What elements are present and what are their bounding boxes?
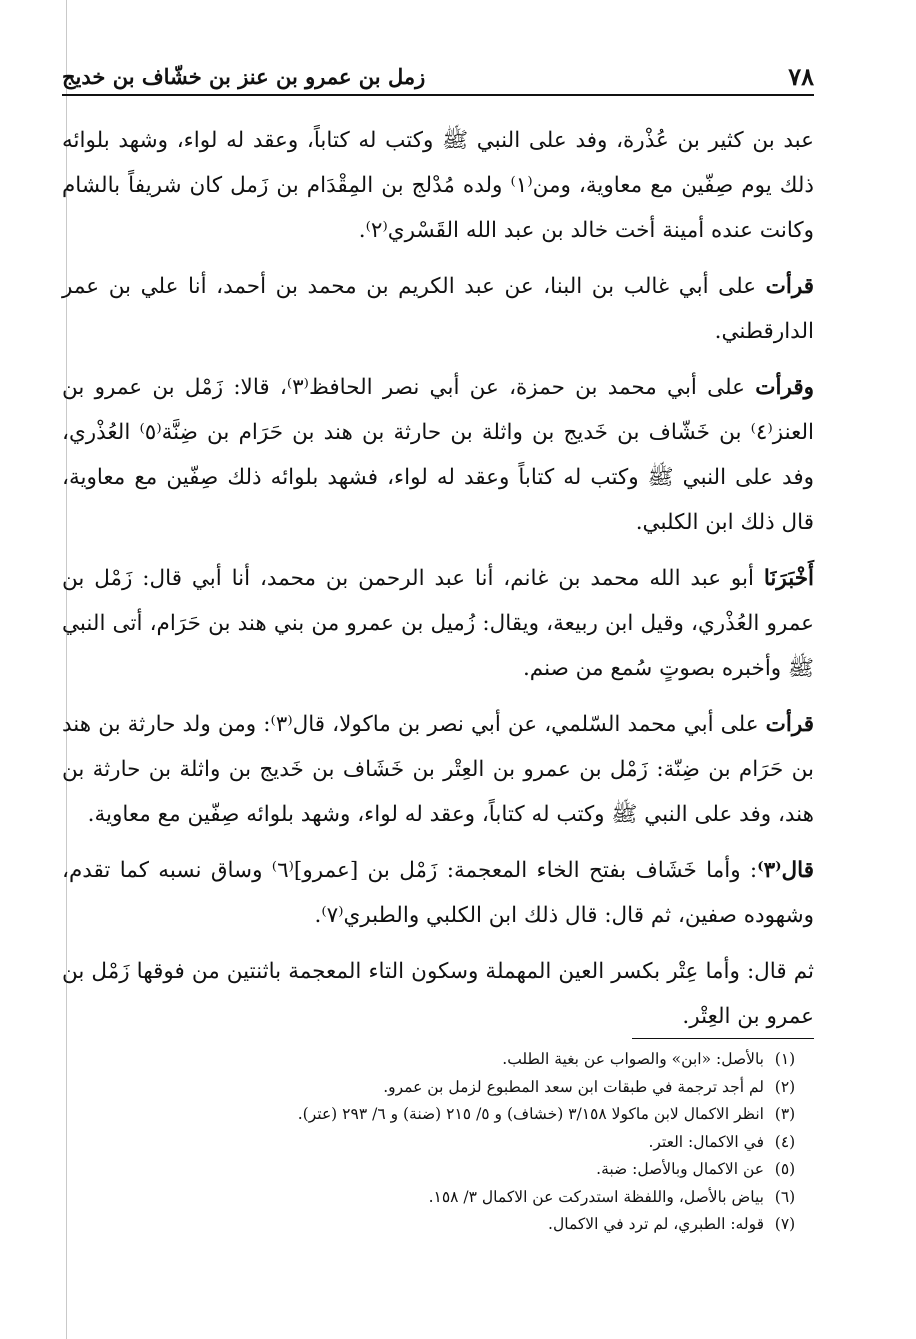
footnote-6 [62, 1184, 806, 1212]
paragraph-text: على أبي غالب بن البنا، عن عبد الكريم بن محمد بن أحمد، أنا علي بن عمر الدارقطني. [62, 274, 814, 344]
paragraph-6 [62, 848, 814, 938]
paragraph-text: أبو عبد الله محمد بن غانم، أنا عبد الرحمن بن محمد، أنا أبي قال: زَمْل بن عمرو العُذْري، وقيل ابن ربيعة، ويقال: زُميل بن عمرو من بني هند بن حَرَام، أتى النبي ﷺ وأخبره بصوتٍ سُمع من صنم. [62, 566, 814, 681]
paragraph-text: ثم قال: وأما عِتْر بكسر العين المهملة وسكون التاء المعجمة باثنتين من فوقها زَمْل بن عمرو بن العِتْر. [62, 959, 814, 1029]
footnote-text: في الاكمال: العتر. [648, 1132, 764, 1151]
footnote-number: (٤) [774, 1132, 796, 1151]
paragraph-7 [62, 949, 814, 1039]
footnote-text: بياض بالأصل، واللفظة استدركت عن الاكمال ٣/ ١٥٨. [428, 1187, 764, 1206]
footnote-number: (١) [774, 1050, 796, 1068]
footnote-text: عن الاكمال وبالأصل: ضبة. [596, 1160, 764, 1178]
paragraph-3 [62, 365, 814, 545]
footnote-text: بالأصل: «ابن» والصواب عن بغية الطلب. [502, 1050, 764, 1068]
footnote-3 [62, 1101, 806, 1129]
paragraph-text: على أبي محمد بن حمزة، عن أبي نصر الحافظ⁽٣⁾، قالا: زَمْل بن عمرو بن العنز⁽٤⁾ بن خَشّاف بن خَديج بن واثلة بن حارثة بن هند بن حَرَام بن ضِنَّة⁽٥⁾ العُذْري، وفد على النبي ﷺ وكتب له كتاباً وعقد له لواء، فشهد بلوائه ذلك صِفّين مع معاوية، قال ذلك ابن الكلبي. [62, 375, 814, 535]
footnote-5 [62, 1156, 806, 1184]
page-number: ٧٨ [788, 62, 814, 91]
paragraph-5 [62, 702, 814, 837]
paragraph-text: عبد بن كثير بن عُذْرة، وفد على النبي ﷺ وكتب له كتاباً، وعقد له لواء، وشهد بلوائه ذلك يوم صِفّين مع معاوية، ومن⁽١⁾ ولده مُدْلج بن المِقْدَام بن زَمل كان شريفاً بالشام وكانت عنده أمينة أخت خالد بن عبد الله القَسْري⁽٢⁾. [62, 128, 814, 243]
paragraph-lead: أَخْبَرَنَا [763, 566, 814, 591]
paragraph-lead: وقرأت [755, 375, 814, 400]
running-title: زمل بن عمرو بن عنز بن خشّاف بن خديج [62, 64, 426, 89]
footnotes [62, 1046, 806, 1239]
footnote-7 [62, 1211, 806, 1239]
main-text [62, 118, 814, 1050]
paragraph-text: : وأما خَشَاف بفتح الخاء المعجمة: زَمْل بن [عمرو]⁽٦⁾ وساق نسبه كما تقدم، وشهوده صفين، ثم قال: قال ذلك ابن الكلبي والطبري⁽٧⁾. [62, 858, 814, 928]
footnote-number: (٧) [774, 1215, 796, 1233]
paragraph-1 [62, 118, 814, 253]
footnote-2 [62, 1074, 806, 1102]
paragraph-lead: قال⁽٣⁾ [757, 858, 815, 883]
footnote-separator [632, 1038, 814, 1039]
footnote-4 [62, 1129, 806, 1157]
footnote-number: (٦) [774, 1187, 796, 1206]
paragraph-lead: قرأت [765, 274, 814, 299]
footnote-1 [62, 1046, 806, 1074]
footnote-number: (٢) [774, 1077, 796, 1096]
paragraph-4 [62, 556, 814, 691]
footnote-number: (٣) [774, 1105, 796, 1123]
footnote-number: (٥) [774, 1160, 796, 1178]
footnote-text: لم أجد ترجمة في طبقات ابن سعد المطبوع لزمل بن عمرو. [383, 1077, 764, 1096]
footnote-text: قوله: الطبري، لم ترد في الاكمال. [548, 1215, 764, 1233]
page-header [62, 60, 814, 96]
footnote-text: انظر الاكمال لابن ماكولا ٣/١٥٨ (خشاف) و ٥/ ٢١٥ (ضنة) و ٦/ ٢٩٣ (عتر). [297, 1105, 764, 1123]
paragraph-lead: قرأت [765, 712, 814, 737]
paragraph-text: على أبي محمد السّلمي، عن أبي نصر بن ماكولا، قال⁽٣⁾: ومن ولد حارثة بن هند بن حَرَام بن ضِنّة: زَمْل بن عمرو بن العِتْر بن خَشَاف بن خَديج بن واثلة بن حارثة بن هند، وفد على النبي ﷺ وكتب له كتاباً، وعقد له لواء، وشهد بلوائه صِفّين مع معاوية. [62, 712, 814, 827]
paragraph-2 [62, 264, 814, 354]
